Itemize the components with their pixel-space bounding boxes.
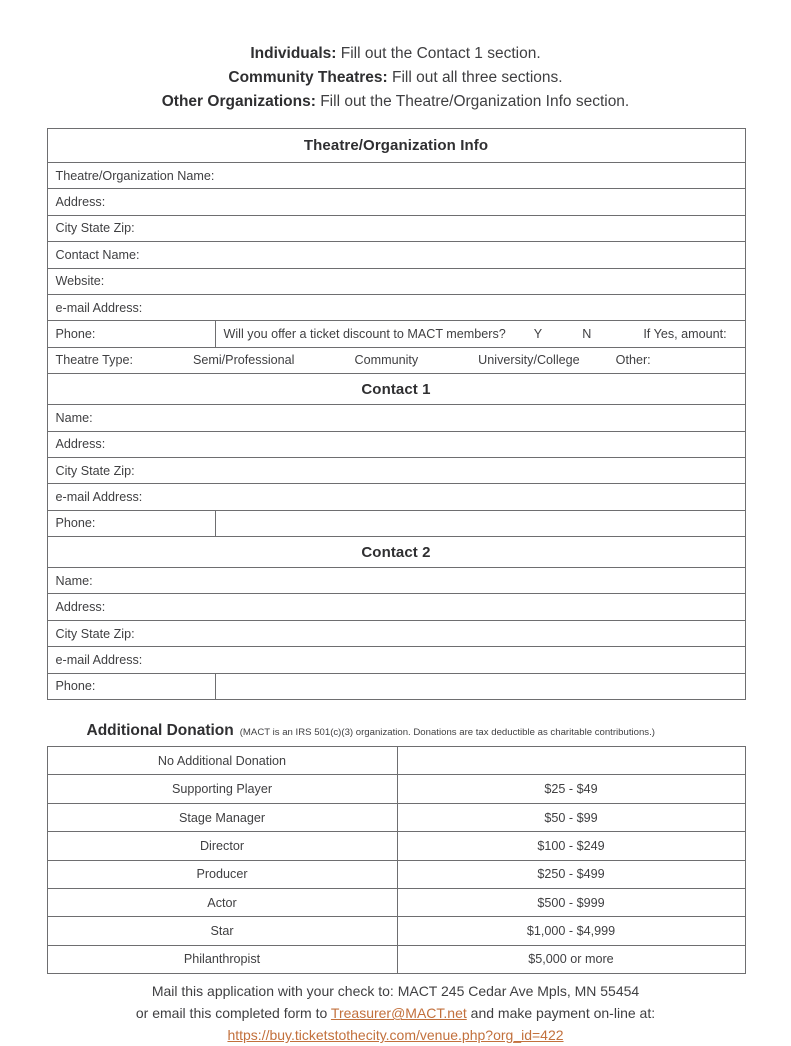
table-row[interactable] (47, 215, 745, 241)
field-contact2-phone[interactable]: Phone: (47, 673, 215, 699)
donation-level[interactable]: Stage Manager (47, 803, 397, 831)
discount-yes-option[interactable]: Y (533, 327, 543, 342)
field-contact1-email[interactable]: e-mail Address: (47, 484, 745, 510)
discount-amount-label: If Yes, amount: (643, 327, 727, 342)
donation-amount: $250 - $499 (397, 860, 745, 888)
donation-amount: $25 - $49 (397, 775, 745, 803)
table-row[interactable] (47, 620, 745, 646)
field-theatre-type[interactable] (47, 347, 745, 373)
table-row[interactable] (47, 673, 745, 699)
discount-no-option[interactable]: N (582, 327, 592, 342)
section-header-contact-2: Contact 2 (47, 537, 745, 568)
table-row[interactable] (47, 888, 745, 916)
field-org-address[interactable]: Address: (47, 189, 745, 215)
intro-line-2-bold: Community Theatres: (228, 69, 388, 86)
donation-heading (47, 722, 745, 740)
footer-line-mail: Mail this application with your check to: MACT 245 Cedar Ave Mpls, MN 55454 (151, 983, 640, 1000)
table-row (47, 537, 745, 568)
section-header-contact-1: Contact 1 (47, 374, 745, 405)
table-row[interactable] (47, 568, 745, 594)
field-contact1-name[interactable]: Name: (47, 405, 745, 431)
field-ticket-discount[interactable] (215, 321, 745, 347)
table-row[interactable] (47, 321, 745, 347)
form-table-wrapper (47, 128, 745, 700)
intro-line-1-rest: Fill out the Contact 1 section. (336, 45, 541, 62)
intro-line-3-bold: Other Organizations: (161, 93, 316, 110)
theatre-type-label: Theatre Type: (55, 353, 133, 368)
table-row[interactable] (47, 268, 745, 294)
intro-line-1 (0, 42, 791, 66)
table-row[interactable] (47, 347, 745, 373)
field-contact2-city-state-zip[interactable]: City State Zip: (47, 620, 745, 646)
footer-line-email (0, 1002, 791, 1024)
donation-level[interactable]: No Additional Donation (47, 747, 397, 775)
field-contact2-phone-value[interactable] (215, 673, 745, 699)
treasurer-email-link[interactable]: Treasurer@MACT.net (330, 1005, 467, 1022)
table-row[interactable] (47, 510, 745, 536)
field-contact1-city-state-zip[interactable]: City State Zip: (47, 457, 745, 483)
field-contact1-phone-value[interactable] (215, 510, 745, 536)
donation-amount: $5,000 or more (397, 945, 745, 973)
field-org-contact-name[interactable]: Contact Name: (47, 242, 745, 268)
intro-instructions (0, 0, 791, 114)
footer-instructions (0, 980, 791, 1046)
donation-title: Additional Donation (86, 722, 234, 740)
donation-level[interactable]: Director (47, 832, 397, 860)
table-row[interactable] (47, 484, 745, 510)
donation-level[interactable]: Philanthropist (47, 945, 397, 973)
footer-email-prefix: or email this completed form to (135, 1005, 331, 1022)
intro-line-2 (0, 66, 791, 90)
donation-level[interactable]: Supporting Player (47, 775, 397, 803)
donation-amount (397, 747, 745, 775)
theatre-type-option-other[interactable]: Other: (615, 353, 651, 368)
table-row[interactable] (47, 647, 745, 673)
table-row[interactable] (47, 860, 745, 888)
table-row[interactable] (47, 803, 745, 831)
table-row[interactable] (47, 832, 745, 860)
field-contact1-address[interactable]: Address: (47, 431, 745, 457)
donation-level[interactable]: Actor (47, 888, 397, 916)
donation-amount: $1,000 - $4,999 (397, 917, 745, 945)
intro-line-3 (0, 90, 791, 114)
table-row[interactable] (47, 775, 745, 803)
table-row[interactable] (47, 917, 745, 945)
intro-line-3-rest: Fill out the Theatre/Organization Info section. (315, 93, 630, 110)
donation-amount: $500 - $999 (397, 888, 745, 916)
table-row (47, 374, 745, 405)
donation-table-wrapper (47, 746, 745, 974)
footer-line-url (0, 1024, 791, 1046)
field-org-email[interactable]: e-mail Address: (47, 294, 745, 320)
table-row[interactable] (47, 457, 745, 483)
discount-question-label: Will you offer a ticket discount to MACT members? (223, 327, 506, 342)
field-contact2-address[interactable]: Address: (47, 594, 745, 620)
table-row[interactable] (47, 405, 745, 431)
theatre-type-option-community[interactable]: Community (354, 353, 419, 368)
field-org-name[interactable]: Theatre/Organization Name: (47, 163, 745, 189)
table-row[interactable] (47, 945, 745, 973)
field-contact1-phone[interactable]: Phone: (47, 510, 215, 536)
field-contact2-email[interactable]: e-mail Address: (47, 647, 745, 673)
section-header-org: Theatre/Organization Info (47, 129, 745, 163)
field-org-website[interactable]: Website: (47, 268, 745, 294)
donation-amount: $100 - $249 (397, 832, 745, 860)
field-contact2-name[interactable]: Name: (47, 568, 745, 594)
field-org-phone[interactable]: Phone: (47, 321, 215, 347)
theatre-type-option-university-college[interactable]: University/College (478, 353, 580, 368)
payment-url-link[interactable]: https://buy.ticketstothecity.com/venue.php?org_id=422 (227, 1027, 564, 1044)
table-row (47, 129, 745, 163)
donation-level[interactable]: Producer (47, 860, 397, 888)
intro-line-1-bold: Individuals: (250, 45, 337, 62)
table-row[interactable] (47, 594, 745, 620)
table-row[interactable] (47, 431, 745, 457)
main-form-table (47, 128, 746, 700)
donation-amount: $50 - $99 (397, 803, 745, 831)
theatre-type-option-semi-professional[interactable]: Semi/Professional (192, 353, 295, 368)
table-row[interactable] (47, 242, 745, 268)
donation-note: (MACT is an IRS 501(c)(3) organization. Donations are tax deductible as charitable contributions.) (239, 727, 655, 739)
field-org-city-state-zip[interactable]: City State Zip: (47, 215, 745, 241)
intro-line-2-rest: Fill out all three sections. (387, 69, 563, 86)
footer-email-suffix: and make payment on-line at: (466, 1005, 656, 1022)
donation-level[interactable]: Star (47, 917, 397, 945)
donation-table-body (47, 747, 745, 974)
table-row[interactable] (47, 294, 745, 320)
donation-table (47, 746, 746, 974)
table-row[interactable] (47, 163, 745, 189)
table-row[interactable] (47, 189, 745, 215)
table-row[interactable] (47, 747, 745, 775)
